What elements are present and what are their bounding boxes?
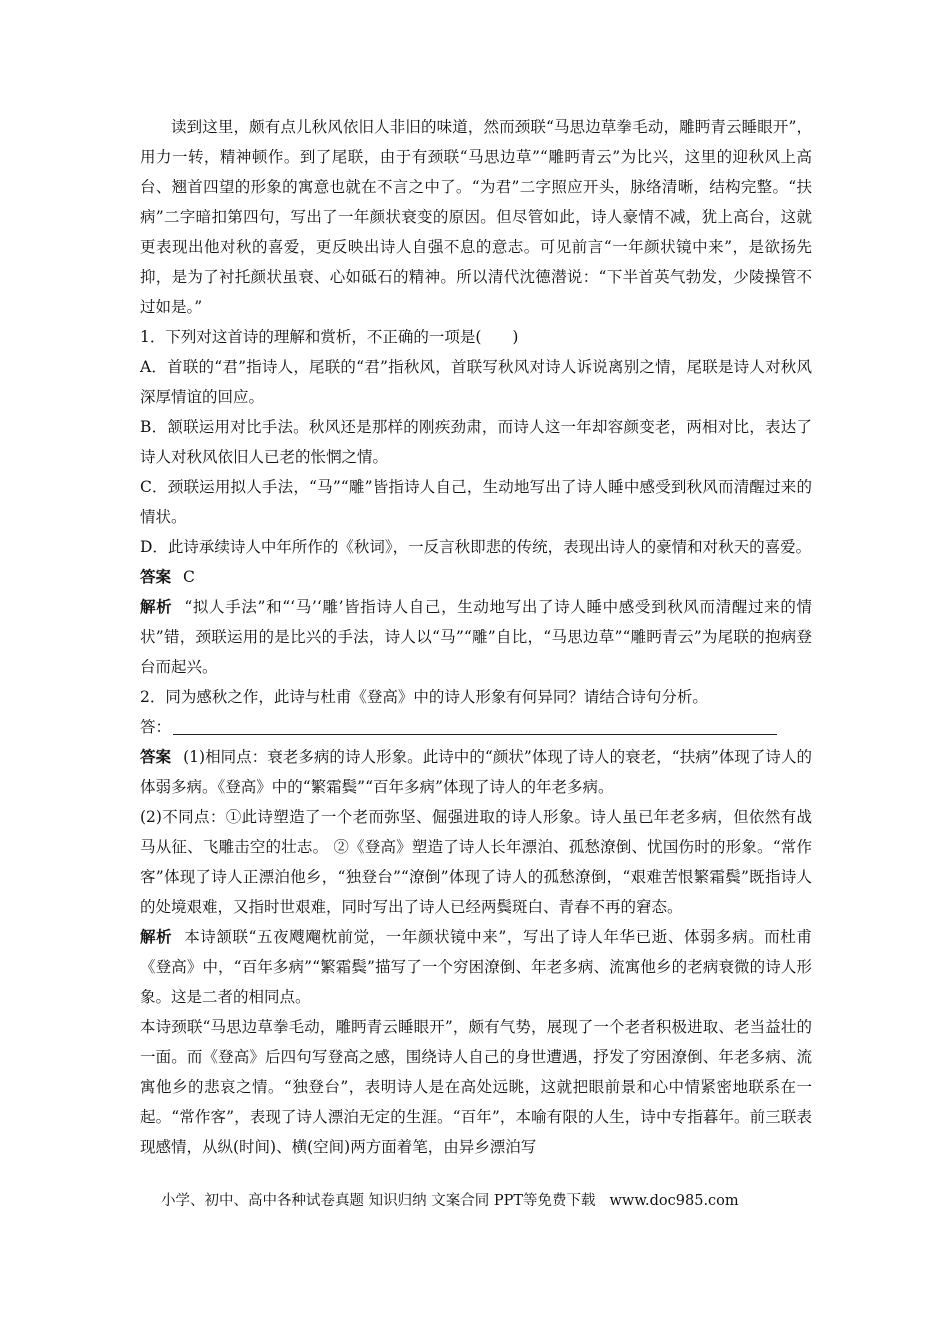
analysis-text: 本诗颔联“五夜飕飗枕前觉，一年颜状镜中来”，写出了诗人年华已逝、体弱多病。而杜甫《登高》中，“百年多病”“繁霜鬓”描写了一个穷困潦倒、年老多病、流寓他乡的老病衰微的诗人形象。这是二者的相同点。: [140, 928, 812, 1006]
answer-label: 答案: [140, 748, 172, 766]
footer-url[interactable]: www.doc985.com: [609, 1193, 739, 1209]
question-1-answer: [140, 562, 812, 592]
question-2-analysis-part-2: 本诗颈联“马思边草拳毛动，雕眄青云睡眼开”，颇有气势，展现了一个老者积极进取、老当益壮的一面。而《登高》后四句写登高之感，围绕诗人自己的身世遭遇，抒发了穷困潦倒、年老多病、流寓他乡的悲哀之情。“独登台”，表明诗人是在高处远眺，这就把眼前景和心中情紧密地联系在一起。“常作客”，表现了诗人漂泊无定的生涯。“百年”，本喻有限的人生，诗中专指暮年。前三联表现感情，从纵(时间)、横(空间)两方面着笔，由异乡漂泊写: [140, 1018, 812, 1156]
question-1-option-d: D．此诗承续诗人中年所作的《秋词》，一反言秋即悲的传统，表现出诗人的豪情和对秋天的喜爱。: [140, 538, 812, 556]
document-body: [140, 112, 812, 1162]
question-2-answer-part-1: [140, 742, 812, 802]
analysis-label: 解析: [140, 598, 173, 616]
question-1-option-c: C．颈联运用拟人手法，“马”“雕”皆指诗人自己，生动地写出了诗人睡中感受到秋风而清醒过来的情状。: [140, 478, 812, 526]
footer-text: 小学、初中、高中各种试卷真题 知识归纳 文案合同 PPT等免费下载: [161, 1193, 596, 1209]
question-1-option-b: B．颔联运用对比手法。秋风还是那样的刚疾劲肃，而诗人这一年却容颜变老，两相对比，表达了诗人对秋风依旧人已老的怅惘之情。: [140, 418, 812, 466]
question-1-stem: 1．下列对这首诗的理解和赏析，不正确的一项是( ): [140, 328, 519, 346]
question-2-answer-line: [140, 712, 812, 742]
question-2-analysis-part-1: [140, 922, 812, 1012]
intro-paragraph: 读到这里，颇有点儿秋风依旧人非旧的味道，然而颈联“马思边草拳毛动，雕眄青云睡眼开”，用力一转，精神顿作。到了尾联，由于有颈联“马思边草”“雕眄青云”为比兴，这里的迎秋风上高台、翘首四望的形象的寓意也就在不言之中了。“为君”二字照应开头，脉络清晰，结构完整。“扶病”二字暗扣第四句，写出了一年颜状衰变的原因。但尽管如此，诗人豪情不减，犹上高台，这就更表现出他对秋的喜爱，更反映出诗人自强不息的意志。可见前言“一年颜状镜中来”，是欲扬先抑，是为了衬托颜状虽衰、心如砥石的精神。所以清代沈德潜说：“下半首英气勃发，少陵操管不过如是。”: [140, 118, 812, 316]
question-1-analysis: [140, 592, 812, 682]
question-2-stem: 2．同为感秋之作，此诗与杜甫《登高》中的诗人形象有何异同？请结合诗句分析。: [140, 688, 708, 706]
answer-value: C: [183, 568, 195, 586]
answer-prompt: 答：: [140, 718, 172, 736]
question-2-answer-part-2: (2)不同点：①此诗塑造了一个老而弥坚、倔强进取的诗人形象。诗人虽已年老多病，但依然有战马从征、飞雕击空的壮志。 ②《登高》塑造了诗人长年漂泊、孤愁潦倒、忧国伤时的形象。“常作客”体现了诗人正漂泊他乡，“独登台”“潦倒”体现了诗人的孤愁潦倒，“艰难苦恨繁霜鬓”既指诗人的处境艰难，又指时世艰难，同时写出了诗人已经两鬓斑白、青春不再的窘态。: [140, 808, 812, 916]
answer-label: 答案: [140, 568, 172, 586]
question-1-option-a: A．首联的“君”指诗人，尾联的“君”指秋风，首联写秋风对诗人诉说离别之情，尾联是诗人对秋风深厚情谊的回应。: [140, 358, 812, 406]
answer-text: (1)相同点：衰老多病的诗人形象。此诗中的“颜状”体现了诗人的衰老，“扶病”体现了诗人的体弱多病。《登高》中的“繁霜鬓”“百年多病”体现了诗人的年老多病。: [140, 748, 812, 796]
analysis-text: “拟人手法”和“‘马’‘雕’皆指诗人自己，生动地写出了诗人睡中感受到秋风而清醒过来的情状”错，颈联运用的是比兴的手法，诗人以“马”“雕”自比，“马思边草”“雕眄青云”为尾联的抱病登台而起兴。: [140, 598, 812, 676]
page-footer: [161, 1189, 739, 1210]
analysis-label: 解析: [140, 928, 173, 946]
answer-blank[interactable]: [173, 718, 777, 735]
